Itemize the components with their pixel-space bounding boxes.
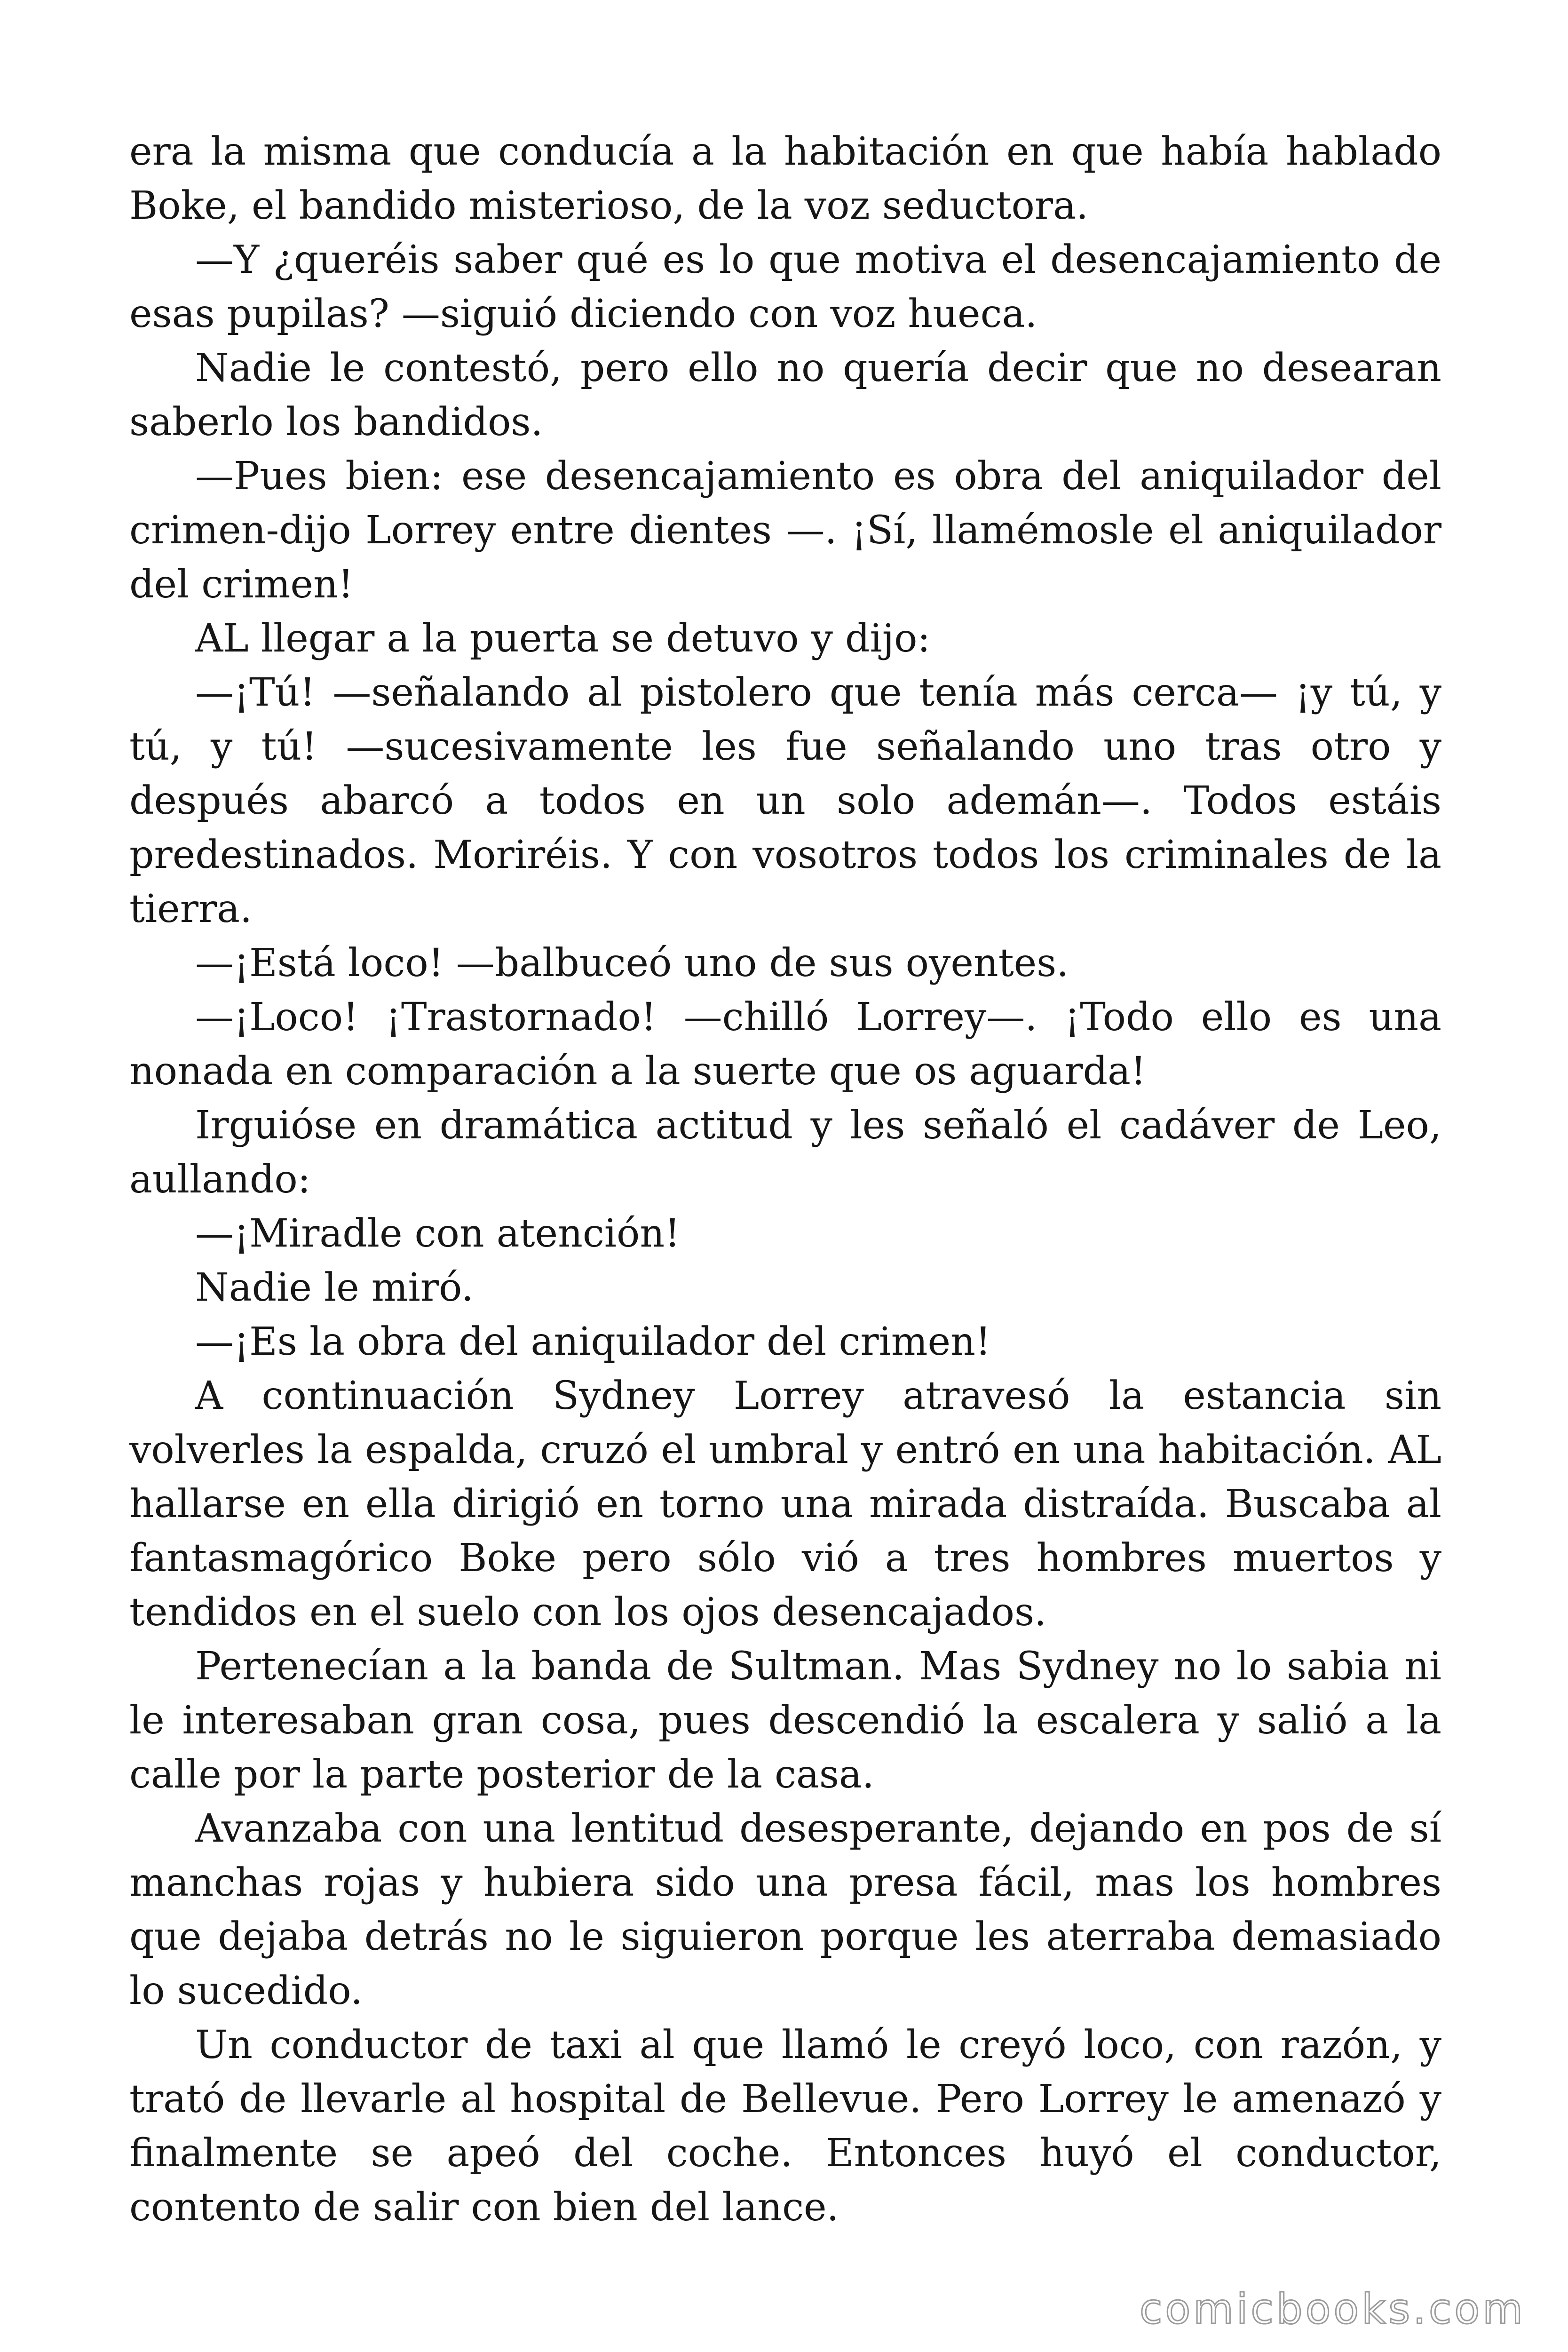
paragraph: —Pues bien: ese desencajamiento es obra del aniquilador del crimen-dijo Lorrey entre dientes —. ¡Sí, llamémosle el aniquilador del crimen! — [129, 454, 1441, 607]
paragraph: Avanzaba con una lentitud desesperante, dejando en pos de sí manchas rojas y hubiera sido una presa fácil, mas los hombres que dejaba detrás no le siguieron porque les aterraba demasiado lo sucedido. — [129, 1806, 1441, 2013]
paragraph: A continuación Sydney Lorrey atravesó la estancia sin volverles la espalda, cruzó el umbral y entró en una habitación. AL hallarse en ella dirigió en torno una mirada distraída. Buscaba al fantasmagórico Boke pero sólo vió a tres hombres muertos y tendidos en el suelo con los ojos desencajados. — [129, 1374, 1441, 1635]
paragraph: Nadie le miró. — [195, 1265, 474, 1310]
paragraph: Un conductor de taxi al que llamó le creyó loco, con razón, y trató de llevarle al hospital de Bellevue. Pero Lorrey le amenazó y finalmente se apeó del coche. Entonces huyó el conductor, contento de salir con bien del lance. — [129, 2023, 1441, 2230]
paragraph: era la misma que conducía a la habitación en que había hablado Boke, el bandido misterioso, de la voz seductora. — [129, 129, 1441, 228]
paragraph: Irguióse en dramática actitud y les señaló el cadáver de Leo, aullando: — [129, 1103, 1441, 1202]
paragraph: Pertenecían a la banda de Sultman. Mas Sydney no lo sabia ni le interesaban gran cosa, pues descendió la escalera y salió a la calle por la parte posterior de la casa. — [129, 1644, 1441, 1797]
paragraph: —¡Loco! ¡Trastornado! —chilló Lorrey—. ¡Todo ello es una nonada en comparación a la suerte que os aguarda! — [129, 995, 1441, 1094]
paragraph: —¡Es la obra del aniquilador del crimen! — [195, 1319, 991, 1364]
paragraph: Nadie le contestó, pero ello no quería decir que no desearan saberlo los bandidos. — [129, 346, 1441, 445]
watermark: comicbooks.com — [1139, 2285, 1526, 2333]
paragraph: —¡Está loco! —balbuceó uno de sus oyentes. — [195, 941, 1069, 985]
body-text — [129, 125, 1441, 2234]
paragraph: —Y ¿queréis saber qué es lo que motiva el desencajamiento de esas pupilas? —siguió diciendo con voz hueca. — [129, 238, 1441, 336]
paragraph: —¡Tú! —señalando al pistolero que tenía más cerca— ¡y tú, y tú, y tú! —sucesivamente les fue señalando uno tras otro y después abarcó a todos en un solo ademán—. Todos estáis predestinados. Moriréis. Y con vosotros todos los criminales de la tierra. — [129, 670, 1441, 931]
paragraph: —¡Miradle con atención! — [195, 1211, 681, 1256]
paragraph: AL llegar a la puerta se detuvo y dijo: — [195, 616, 931, 661]
